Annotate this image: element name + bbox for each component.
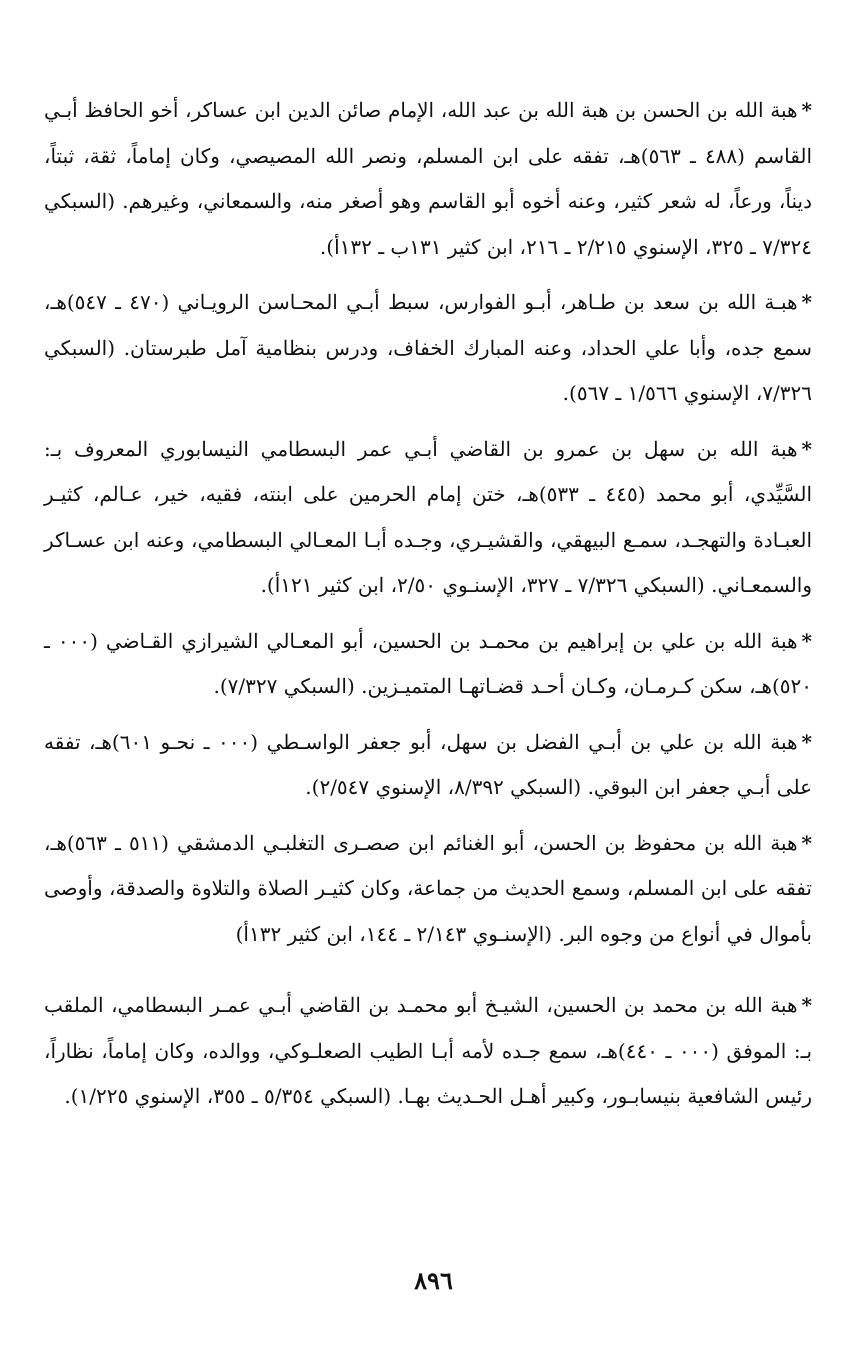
entry-text: هبة الله بن محمد بن الحسين، الشيـخ أبو محمـد بن القاضي أبـي عمـر البسطامي، الملقب بـ: الموفق (٠٠٠ ـ ٤٤٠)هـ، سمع جـده لأمه أبـا الطيب الصعلـوكي، ووالده، وكان إماماً، نظاراً، رئيس الشافعية بنيسابـور، وكبير أهـل الحـديث بهـا. (السبكي ٥/٣٥٤ ـ ٣٥٥، الإسنوي ١/٢٢٥). (44, 993, 813, 1108)
entry-marker-icon: * (801, 729, 813, 754)
entry-text: هبـة الله بن سعد بن طـاهر، أبـو الفوارس، سبط أبـي المحـاسن الرويـاني (٤٧٠ ـ ٥٤٧)هـ، سمع جده، وأبا علي الحداد، وعنه المبارك الخفاف، ودرس بنظامية آمل طبرستان. (السبكي ٧/٣٢٦، الإسنوي ١/٥٦٦ ـ ٥٦٧). (44, 290, 812, 405)
page-number: ٨٩٦ (414, 1266, 453, 1295)
entry-text: هبة الله بن علي بن أبـي الفضل بن سهل، أبو جعفر الواسـطي (٠٠٠ ـ نحـو ٦٠١)هـ، تفقه على أبـي جعفر ابن البوقي. (السبكي ٨/٣٩٢، الإسنوي ٢/٥٤٧). (44, 729, 812, 799)
entry-text: هبة الله بن محفوظ بن الحسن، أبو الغنائم ابن صصـرى التغلبـي الدمشقي (٥١١ ـ ٥٦٣)هـ، تفقه على ابن المسلم، وسمع الحديث من جماعة، وكان كثيـر الصلاة والتلاوة والصدقة، وأوصى بأموال في أنواع من وجوه البر. (الإسنـوي ٢/١٤٣ ـ ١٤٤، ابن كثير ١٣٢أ) (44, 830, 812, 946)
entry-marker-icon: * (801, 830, 812, 855)
entry-marker-icon: * (801, 98, 812, 122)
entry-hibatullah-ibn-mahfuz (44, 821, 812, 958)
entry-hibatullah-ibn-al-hasan (44, 88, 812, 270)
entry-hibatullah-ibn-sahl (44, 427, 812, 609)
entry-hibatullah-ibn-ali-al-shirazi (44, 619, 812, 710)
entry-marker-icon: * (801, 290, 813, 314)
entry-hibatullah-ibn-saad (44, 280, 812, 417)
entry-text: هبة الله بن علي بن إبراهيم بن محمـد بن الحسين، أبو المعـالي الشيرازي القـاضي (٠٠٠ ـ ٥٢٠)هـ، سكن كـرمـان، وكـان أحـد قضـاتهـا المتميـزين. (السبكي ٧/٣٢٧). (44, 628, 812, 698)
entry-marker-icon: * (801, 993, 812, 1017)
entry-hibatullah-ibn-ali-al-wasiti (44, 720, 812, 811)
biography-entries (44, 88, 812, 1120)
entry-marker-icon: * (801, 436, 812, 461)
entry-marker-icon: * (801, 628, 812, 653)
entry-hibatullah-ibn-muhammad (44, 983, 812, 1120)
entry-text: هبة الله بن الحسن بن هبة الله بن عبد الله، الإمام صائن الدين ابن عساكر، أخو الحافظ أبـي القاسم (٤٨٨ ـ ٥٦٣)هـ، تفقه على ابن المسلم، ونصر الله المصيصي، وكان إماماً، ثقة، ثبتاً، ديناً، ورعاً، له شعر كثير، وعنه أخوه أبو القاسم وهو أصغر منه، والسمعاني، وغيرهم. (السبكي ٧/٣٢٤ ـ ٣٢٥، الإسنوي ٢/٢١٥ ـ ٢١٦، ابن كثير ١٣١ب ـ ١٣٢أ). (44, 98, 813, 259)
entry-text: هبة الله بن سهل بن عمرو بن القاضي أبـي عمر البسطامي النيسابوري المعروف بـ: السَّيِّدي، أبو محمد (٤٤٥ ـ ٥٣٣)هـ، ختن إمام الحرمين على ابنته، فقيه، خير، عـالم، كثيـر العبـادة والتهجـد، سمـع البيهقي، والقشيـري، وجـده أبـا المعـالي البسطامي، وعنه ابن عسـاكر والسمعـاني. (السبكي ٧/٣٢٦ ـ ٣٢٧، الإسنـوي ٢/٥٠، ابن كثير ١٢١أ). (44, 436, 813, 597)
